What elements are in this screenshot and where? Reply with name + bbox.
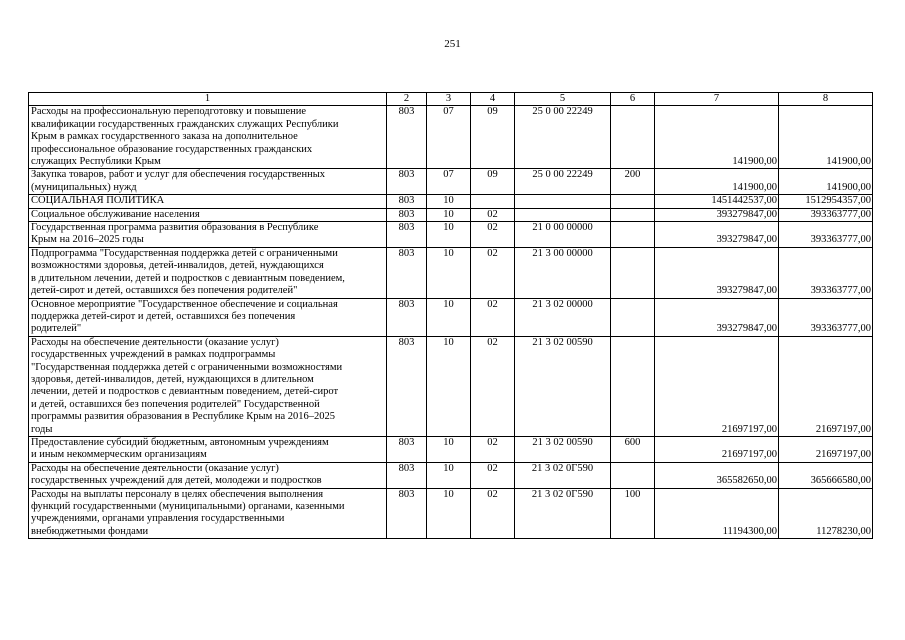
description-line: и иным некоммерческим организациям bbox=[31, 449, 207, 461]
description-line: Закупка товаров, работ и услуг для обеспечения государственных bbox=[31, 169, 326, 181]
description-line: "Государственная поддержка детей с ограниченными возможностями bbox=[31, 361, 343, 373]
description-line: Предоставление субсидий бюджетным, автономным учреждениям bbox=[31, 436, 329, 448]
row-description bbox=[29, 336, 387, 436]
description-line: здоровья, детей-инвалидов, детей, нуждающихся в длительном bbox=[31, 373, 314, 385]
amount-year-1: 393279847,00 bbox=[655, 222, 779, 248]
amount-year-2: 11278230,00 bbox=[779, 488, 873, 539]
target-article-code: 21 0 00 00000 bbox=[515, 222, 611, 248]
subsection-code: 02 bbox=[471, 336, 515, 436]
table-row bbox=[29, 106, 873, 169]
row-description bbox=[29, 169, 387, 195]
row-description bbox=[29, 222, 387, 248]
amount-year-2: 141900,00 bbox=[779, 106, 873, 169]
header-cell-5: 5 bbox=[515, 93, 611, 106]
table-row bbox=[29, 169, 873, 195]
amount-year-2: 1512954357,00 bbox=[779, 195, 873, 208]
amount-year-1: 21697197,00 bbox=[655, 336, 779, 436]
description-line: Социальное обслуживание населения bbox=[31, 208, 200, 220]
target-article-code: 21 3 02 00000 bbox=[515, 298, 611, 336]
amount-year-2: 141900,00 bbox=[779, 169, 873, 195]
description-line: лечении, детей и подростков с девиантным поведением, детей-сирот bbox=[31, 386, 339, 398]
ministry-code: 803 bbox=[387, 169, 427, 195]
target-article-code: 21 3 02 0Г590 bbox=[515, 488, 611, 539]
amount-year-1: 365582650,00 bbox=[655, 462, 779, 488]
ministry-code: 803 bbox=[387, 462, 427, 488]
section-code: 10 bbox=[427, 488, 471, 539]
amount-year-2: 21697197,00 bbox=[779, 336, 873, 436]
description-line: родителей" bbox=[31, 323, 82, 335]
expense-type-code bbox=[611, 298, 655, 336]
section-code: 10 bbox=[427, 208, 471, 221]
description-line: функций государственными (муниципальными) органами, казенными bbox=[31, 501, 345, 512]
description-line: СОЦИАЛЬНАЯ ПОЛИТИКА bbox=[31, 195, 165, 207]
section-code: 10 bbox=[427, 336, 471, 436]
description-line: Расходы на профессиональную переподготовку и повышение bbox=[31, 106, 307, 118]
description-line: Крым в рамках государственного заказа на дополнительное bbox=[31, 131, 298, 143]
subsection-code: 02 bbox=[471, 222, 515, 248]
description-line: служащих Республики Крым bbox=[31, 156, 161, 168]
ministry-code: 803 bbox=[387, 436, 427, 462]
description-line: Расходы на обеспечение деятельности (оказание услуг) bbox=[31, 462, 279, 474]
amount-year-1: 141900,00 bbox=[655, 169, 779, 195]
section-code: 07 bbox=[427, 106, 471, 169]
expense-type-code bbox=[611, 208, 655, 221]
description-line: внебюджетными фондами bbox=[31, 525, 149, 537]
ministry-code: 803 bbox=[387, 195, 427, 208]
description-line: поддержка детей-сирот и детей, оставшихся без попечения bbox=[31, 310, 296, 322]
expense-type-code: 100 bbox=[611, 488, 655, 539]
row-description bbox=[29, 462, 387, 488]
subsection-code: 02 bbox=[471, 247, 515, 298]
table-row bbox=[29, 298, 873, 336]
subsection-code: 02 bbox=[471, 298, 515, 336]
header-cell-1: 1 bbox=[29, 93, 387, 106]
page-number: 251 bbox=[444, 38, 461, 50]
target-article-code bbox=[515, 208, 611, 221]
expense-type-code bbox=[611, 462, 655, 488]
description-line: программы развития образования в Республике Крым на 2016–2025 bbox=[31, 411, 336, 423]
description-line: Расходы на выплаты персоналу в целях обеспечения выполнения bbox=[31, 488, 324, 500]
row-description bbox=[29, 106, 387, 169]
table-row bbox=[29, 436, 873, 462]
target-article-code: 21 3 02 00590 bbox=[515, 436, 611, 462]
target-article-code: 21 3 00 00000 bbox=[515, 247, 611, 298]
row-description bbox=[29, 247, 387, 298]
description-line: возможностями здоровья, детей-инвалидов, детей, нуждающихся bbox=[31, 260, 324, 272]
amount-year-2: 393363777,00 bbox=[779, 298, 873, 336]
description-line: учреждениями, органами управления государственными bbox=[31, 513, 285, 525]
ministry-code: 803 bbox=[387, 336, 427, 436]
header-cell-6: 6 bbox=[611, 93, 655, 106]
header-cell-7: 7 bbox=[655, 93, 779, 106]
section-code: 10 bbox=[427, 436, 471, 462]
row-description bbox=[29, 195, 387, 208]
amount-year-1: 393279847,00 bbox=[655, 247, 779, 298]
table-row bbox=[29, 222, 873, 248]
section-code: 07 bbox=[427, 169, 471, 195]
description-line: Крым на 2016–2025 годы bbox=[31, 234, 144, 246]
amount-year-2: 393363777,00 bbox=[779, 247, 873, 298]
table-row bbox=[29, 208, 873, 221]
description-line: (муниципальных) нужд bbox=[31, 181, 137, 193]
section-code: 10 bbox=[427, 298, 471, 336]
ministry-code: 803 bbox=[387, 298, 427, 336]
header-row bbox=[29, 93, 873, 106]
expense-type-code: 200 bbox=[611, 169, 655, 195]
description-line: годы bbox=[31, 423, 53, 435]
target-article-code: 25 0 00 22249 bbox=[515, 169, 611, 195]
description-line: в длительном лечении, детей и подростков с девиантным поведением, bbox=[31, 272, 345, 284]
amount-year-1: 141900,00 bbox=[655, 106, 779, 169]
budget-table bbox=[28, 92, 873, 539]
description-line: Основное мероприятие "Государственное обеспечение и социальная bbox=[31, 298, 338, 310]
target-article-code bbox=[515, 195, 611, 208]
expense-type-code bbox=[611, 336, 655, 436]
description-line: государственных учреждений для детей, молодежи и подростков bbox=[31, 475, 322, 487]
row-description bbox=[29, 208, 387, 221]
description-line: государственных учреждений в рамках подпрограммы bbox=[31, 349, 276, 361]
amount-year-1: 393279847,00 bbox=[655, 298, 779, 336]
subsection-code: 02 bbox=[471, 462, 515, 488]
amount-year-2: 393363777,00 bbox=[779, 208, 873, 221]
amount-year-2: 393363777,00 bbox=[779, 222, 873, 248]
row-description bbox=[29, 298, 387, 336]
section-code: 10 bbox=[427, 462, 471, 488]
amount-year-1: 393279847,00 bbox=[655, 208, 779, 221]
expense-type-code bbox=[611, 222, 655, 248]
section-code: 10 bbox=[427, 222, 471, 248]
description-line: Подпрограмма "Государственная поддержка детей с ограниченными bbox=[31, 247, 338, 259]
table-row bbox=[29, 488, 873, 539]
header-cell-2: 2 bbox=[387, 93, 427, 106]
subsection-code: 09 bbox=[471, 169, 515, 195]
subsection-code: 02 bbox=[471, 488, 515, 539]
row-description bbox=[29, 436, 387, 462]
section-code: 10 bbox=[427, 247, 471, 298]
table-row bbox=[29, 336, 873, 436]
amount-year-1: 11194300,00 bbox=[655, 488, 779, 539]
description-line: и детей, оставшихся без попечения родителей" Государственной bbox=[31, 398, 320, 410]
ministry-code: 803 bbox=[387, 106, 427, 169]
description-line: детей-сирот и детей, оставшихся без попечения родителей" bbox=[31, 285, 298, 297]
expense-type-code: 600 bbox=[611, 436, 655, 462]
subsection-code bbox=[471, 195, 515, 208]
amount-year-1: 21697197,00 bbox=[655, 436, 779, 462]
amount-year-2: 21697197,00 bbox=[779, 436, 873, 462]
expense-type-code bbox=[611, 195, 655, 208]
target-article-code: 21 3 02 00590 bbox=[515, 336, 611, 436]
header-cell-4: 4 bbox=[471, 93, 515, 106]
section-code: 10 bbox=[427, 195, 471, 208]
subsection-code: 02 bbox=[471, 208, 515, 221]
description-line: Расходы на обеспечение деятельности (оказание услуг) bbox=[31, 336, 279, 348]
amount-year-1: 1451442537,00 bbox=[655, 195, 779, 208]
target-article-code: 21 3 02 0Г590 bbox=[515, 462, 611, 488]
expense-type-code bbox=[611, 106, 655, 169]
row-description bbox=[29, 488, 387, 539]
subsection-code: 02 bbox=[471, 436, 515, 462]
expense-type-code bbox=[611, 247, 655, 298]
header-cell-8: 8 bbox=[779, 93, 873, 106]
subsection-code: 09 bbox=[471, 106, 515, 169]
ministry-code: 803 bbox=[387, 222, 427, 248]
ministry-code: 803 bbox=[387, 208, 427, 221]
header-cell-3: 3 bbox=[427, 93, 471, 106]
ministry-code: 803 bbox=[387, 488, 427, 539]
ministry-code: 803 bbox=[387, 247, 427, 298]
amount-year-2: 365666580,00 bbox=[779, 462, 873, 488]
target-article-code: 25 0 00 22249 bbox=[515, 106, 611, 169]
table-row bbox=[29, 195, 873, 208]
description-line: квалификации государственных гражданских служащих Республики bbox=[31, 118, 339, 130]
description-line: профессиональное образование государственных гражданских bbox=[31, 143, 313, 155]
table-row bbox=[29, 462, 873, 488]
table-row bbox=[29, 247, 873, 298]
description-line: Государственная программа развития образования в Республике bbox=[31, 222, 319, 234]
